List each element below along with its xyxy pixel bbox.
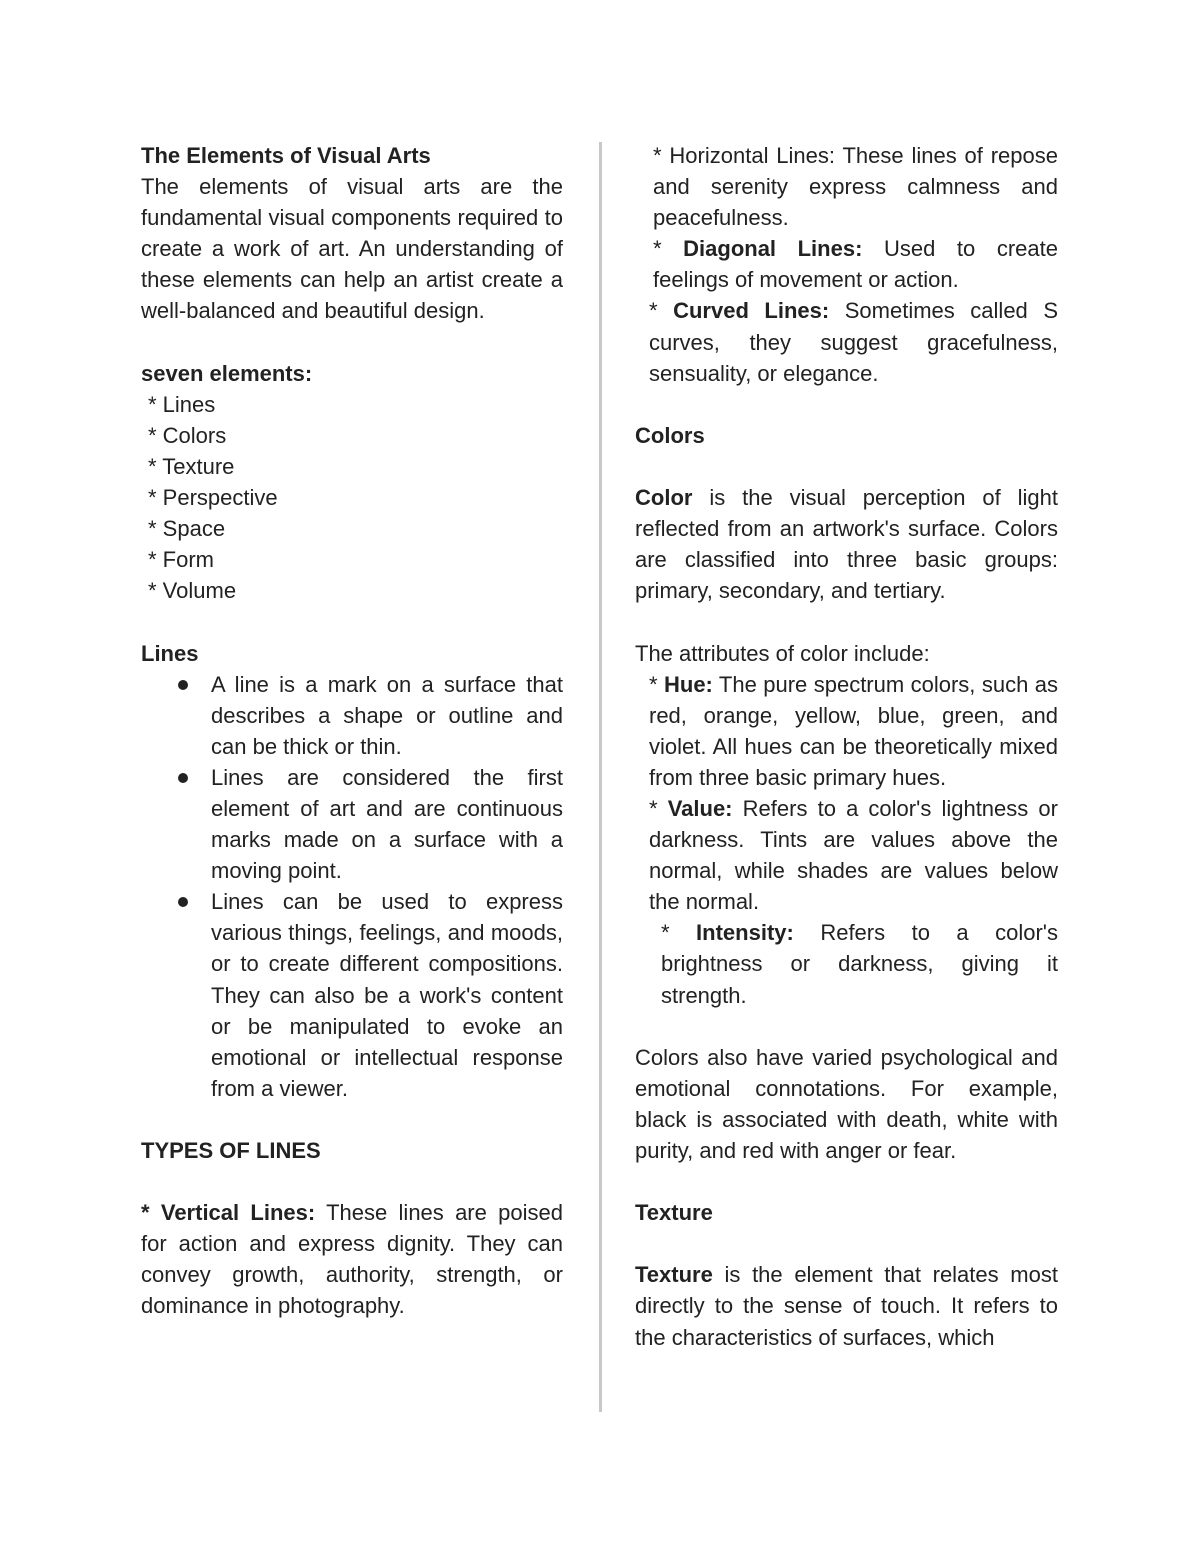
horizontal-lines-paragraph: * Horizontal Lines: These lines of repose and serenity express calmness and peacefulness. <box>653 143 1058 231</box>
bullet-icon <box>178 897 188 907</box>
column-divider <box>599 142 602 1412</box>
color-definition: Color is the visual perception of light reflected from an artwork's surface. Colors are classified into three basic groups: primary, secondary, and tertiary. <box>635 485 1058 604</box>
bullet-item: Lines are considered the first element of art and are continuous marks made on a surface with a moving point. <box>141 762 563 886</box>
intro-paragraph: The elements of visual arts are the fundamental visual components required to create a work of art. An understanding of these elements can help an artist create a well-balanced and beautiful design. <box>141 174 563 324</box>
term: Hue: <box>664 671 713 697</box>
hue-paragraph: * Hue: The pure spectrum colors, such as red, orange, yellow, blue, green, and violet. All hues can be theoretically mixed from three basic primary hues. <box>649 671 1058 790</box>
lines-heading: Lines <box>141 640 199 666</box>
colors-heading: Colors <box>635 422 705 448</box>
psychology-paragraph: Colors also have varied psychological and emotional connotations. For example, black is associated with death, white with purity, and red with anger or fear. <box>635 1044 1058 1163</box>
curved-lines-paragraph: * Curved Lines: Sometimes called S curves, they suggest gracefulness, sensuality, or elegance. <box>649 298 1058 386</box>
list-item: * Volume <box>148 578 237 604</box>
list-item: * Colors <box>148 422 227 448</box>
list-item: * Space <box>148 516 226 542</box>
texture-heading: Texture <box>635 1200 713 1226</box>
intensity-paragraph: * Intensity: Refers to a color's brightness or darkness, giving it strength. <box>661 920 1058 1008</box>
lines-bullet-list <box>141 669 563 1104</box>
value-paragraph: * Value: Refers to a color's lightness or darkness. Tints are values above the normal, while shades are values below the normal. <box>649 795 1058 915</box>
term: Color <box>635 485 693 511</box>
term: Diagonal Lines: <box>683 236 863 262</box>
bullet-item: A line is a mark on a surface that describes a shape or outline and can be thick or thin. <box>141 669 563 762</box>
elements-list <box>141 389 563 607</box>
term: Vertical Lines: <box>160 1200 316 1226</box>
seven-elements-heading: seven elements: <box>141 360 313 386</box>
document-title: The Elements of Visual Arts <box>141 143 431 168</box>
term: Texture <box>635 1262 713 1288</box>
attributes-intro: The attributes of color include: <box>635 640 930 666</box>
types-of-lines-heading: TYPES OF LINES <box>141 1138 321 1163</box>
term: Value: <box>667 795 733 821</box>
right-column <box>635 140 1058 1353</box>
texture-definition: Texture is the element that relates most directly to the sense of touch. It refers to the characteristics of surfaces, which <box>635 1262 1058 1350</box>
diagonal-lines-paragraph: * Diagonal Lines: Used to create feelings of movement or action. <box>653 236 1058 293</box>
bullet-item: Lines can be used to express various things, feelings, and moods, or to create different compositions. They can also be a work's content or be manipulated to evoke an emotional or intellectual response from a viewer. <box>141 886 563 1104</box>
list-item: * Lines <box>148 391 216 417</box>
list-item: * Perspective <box>148 485 278 511</box>
left-column <box>141 140 563 1322</box>
vertical-lines-paragraph: * Vertical Lines: These lines are poised for action and express dignity. They can convey growth, authority, strength, or dominance in photography. <box>141 1200 563 1319</box>
list-item: * Form <box>148 547 214 573</box>
bullet-icon <box>178 680 188 690</box>
term: Intensity: <box>696 920 794 946</box>
list-item: * Texture <box>148 453 235 479</box>
term: Curved Lines: <box>673 298 830 324</box>
bullet-icon <box>178 773 188 783</box>
